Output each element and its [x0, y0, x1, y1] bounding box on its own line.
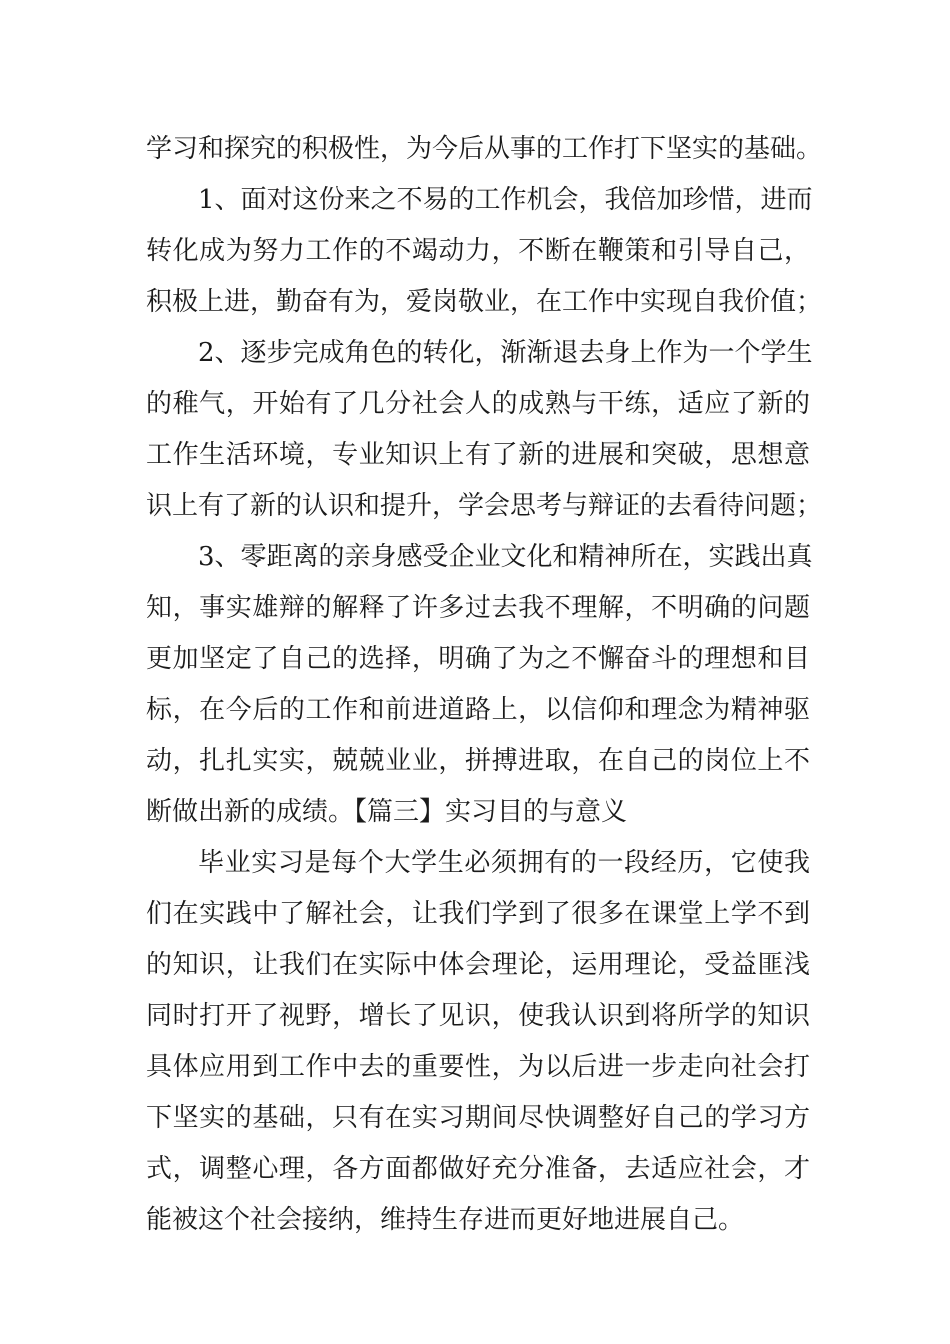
text-line: 的稚气，开始有了几分社会人的成熟与干练，适应了新的	[146, 389, 810, 419]
text-line: 们在实践中了解社会，让我们学到了很多在课堂上学不到	[146, 899, 810, 929]
text-line: 标，在今后的工作和前进道路上，以信仰和理念为精神驱	[146, 695, 810, 725]
text-line: 下坚实的基础，只有在实习期间尽快调整好自己的学习方	[146, 1103, 810, 1133]
text-line: 工作生活环境，专业知识上有了新的进展和突破，思想意	[146, 440, 810, 470]
text-line: 式，调整心理，各方面都做好充分准备，去适应社会，才	[146, 1154, 810, 1184]
text-line: 识上有了新的认识和提升，学会思考与辩证的去看待问题；	[146, 491, 823, 521]
text-line: 2、逐步完成角色的转化，渐渐退去身上作为一个学生	[198, 338, 813, 368]
text-line: 动，扎扎实实，兢兢业业，拼搏进取，在自己的岗位上不	[146, 746, 810, 776]
text-line: 毕业实习是每个大学生必须拥有的一段经历，它使我	[198, 848, 810, 878]
text-line: 断做出新的成绩。【篇三】实习目的与意义	[146, 797, 628, 827]
text-line: 学习和探究的积极性，为今后从事的工作打下坚实的基础。	[146, 134, 823, 164]
text-line: 积极上进，勤奋有为，爱岗敬业，在工作中实现自我价值；	[146, 287, 823, 317]
text-line: 的知识，让我们在实际中体会理论，运用理论，受益匪浅	[146, 950, 810, 980]
text-line: 1、面对这份来之不易的工作机会，我倍加珍惜，进而	[198, 185, 813, 215]
text-line: 更加坚定了自己的选择，明确了为之不懈奋斗的理想和目	[146, 644, 810, 674]
text-line: 能被这个社会接纳，维持生存进而更好地进展自己。	[146, 1205, 745, 1235]
body-text	[146, 124, 823, 1246]
text-line: 转化成为努力工作的不竭动力，不断在鞭策和引导自己，	[146, 236, 810, 266]
text-line: 具体应用到工作中去的重要性，为以后进一步走向社会打	[146, 1052, 810, 1082]
text-line: 同时打开了视野，增长了见识，使我认识到将所学的知识	[146, 1001, 810, 1031]
text-line: 知，事实雄辩的解释了许多过去我不理解，不明确的问题	[146, 593, 810, 623]
text-line: 3、零距离的亲身感受企业文化和精神所在，实践出真	[198, 542, 813, 572]
